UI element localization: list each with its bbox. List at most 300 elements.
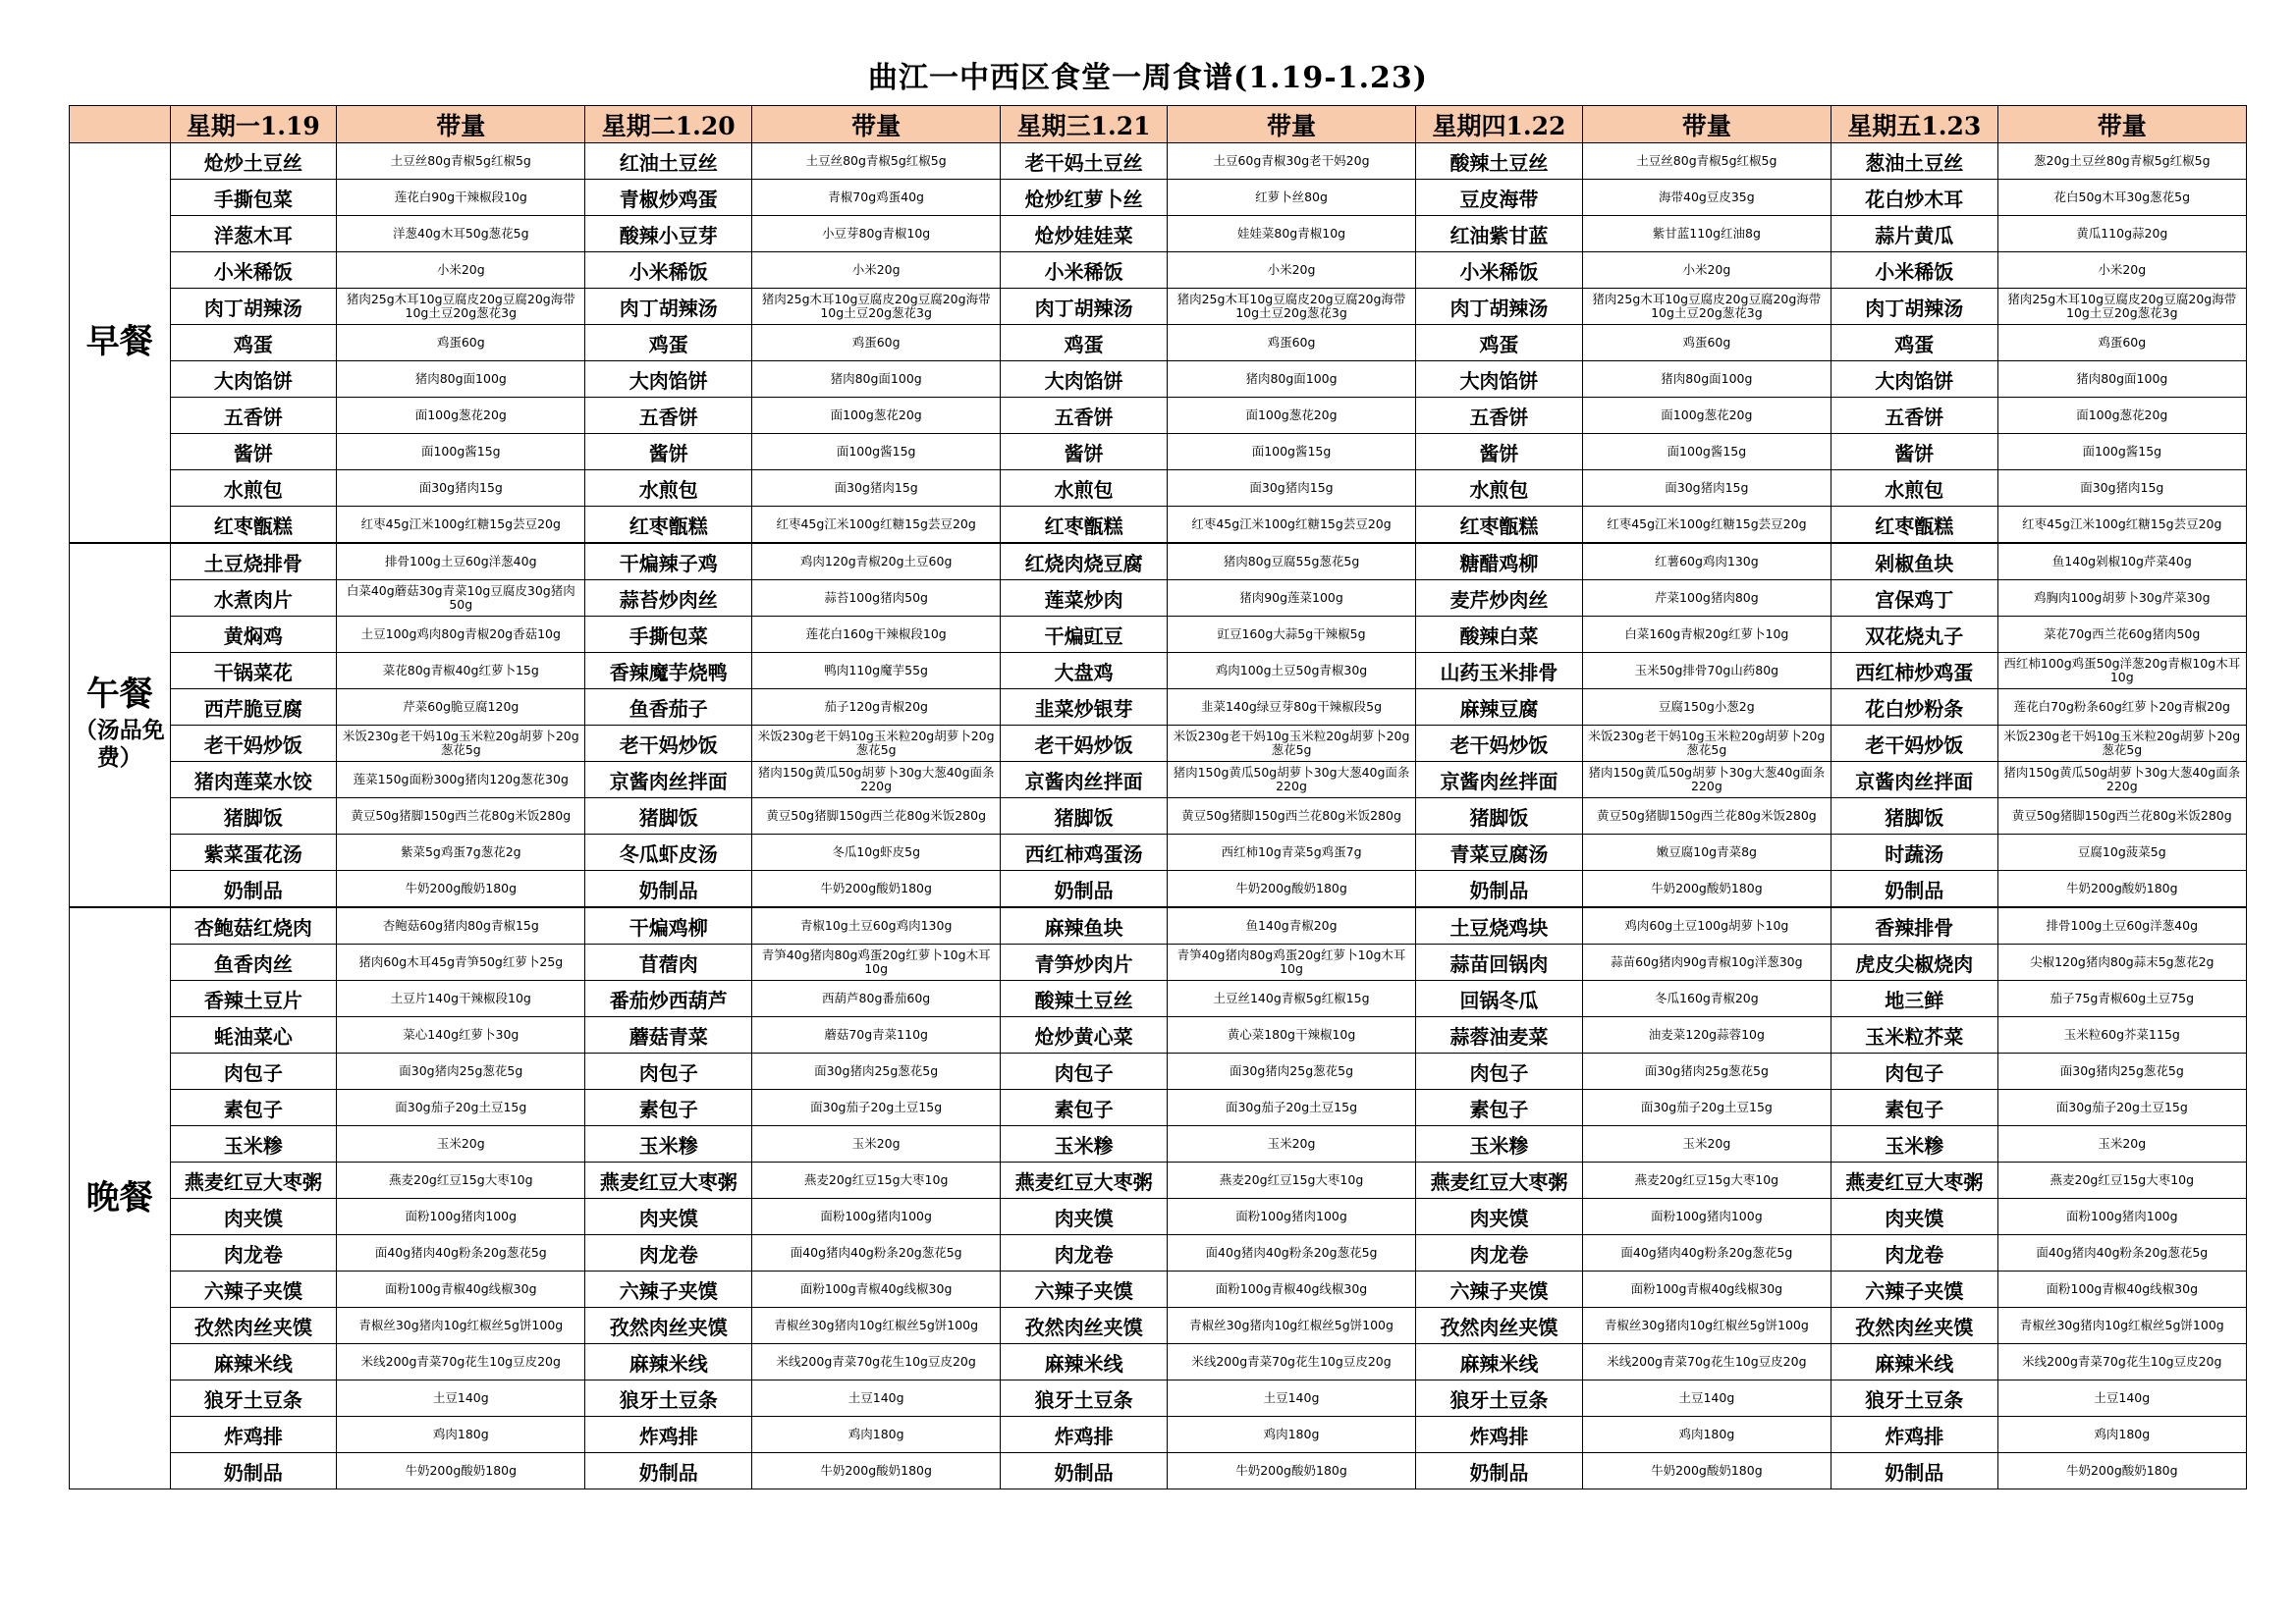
dish-quantity: 玉米20g <box>1167 1126 1415 1163</box>
dish-quantity: 面100g葱花20g <box>1997 398 2246 434</box>
dish-quantity: 米饭230g老干妈10g玉米粒20g胡萝卜20g葱花5g <box>1582 726 1831 762</box>
dish-name: 肉包子 <box>1416 1054 1583 1090</box>
dish-name: 小米稀饭 <box>585 252 752 289</box>
dish-quantity: 鸡肉180g <box>1167 1417 1415 1453</box>
dish-quantity: 面30g猪肉25g葱花5g <box>337 1054 585 1090</box>
dish-name: 蒜蓉油麦菜 <box>1416 1017 1583 1054</box>
dish-name: 麻辣豆腐 <box>1416 689 1583 726</box>
dish-quantity: 菜花80g青椒40g红萝卜15g <box>337 653 585 689</box>
dish-quantity: 土豆丝140g青椒5g红椒15g <box>1167 981 1415 1017</box>
dish-name: 炸鸡排 <box>170 1417 337 1453</box>
menu-row <box>70 1453 2247 1489</box>
menu-row <box>70 1054 2247 1090</box>
dish-name: 五香饼 <box>585 398 752 434</box>
dish-quantity: 小米20g <box>337 252 585 289</box>
dish-name: 红枣甑糕 <box>1001 507 1168 544</box>
dish-quantity: 猪肉25g木耳10g豆腐皮20g豆腐20g海带10g土豆20g葱花3g <box>337 289 585 325</box>
dish-quantity: 蒜苗60g猪肉90g青椒10g洋葱30g <box>1582 945 1831 981</box>
dish-quantity: 鸭肉110g魔芋55g <box>752 653 1001 689</box>
dish-name: 宫保鸡丁 <box>1831 580 1998 617</box>
day-header: 星期五1.23 <box>1831 106 1998 143</box>
dish-name: 奶制品 <box>170 1453 337 1489</box>
menu-row <box>70 1417 2247 1453</box>
dish-name: 肉包子 <box>1831 1054 1998 1090</box>
menu-row <box>70 434 2247 470</box>
dish-quantity: 猪肉25g木耳10g豆腐皮20g豆腐20g海带10g土豆20g葱花3g <box>1582 289 1831 325</box>
dish-quantity: 红枣45g江米100g红糖15g芸豆20g <box>337 507 585 544</box>
dish-name: 燕麦红豆大枣粥 <box>170 1163 337 1199</box>
dish-quantity: 青椒10g土豆60g鸡肉130g <box>752 907 1001 945</box>
dish-quantity: 土豆140g <box>752 1380 1001 1417</box>
menu-row <box>70 1199 2247 1235</box>
dish-name: 干锅菜花 <box>170 653 337 689</box>
dish-name: 炝炒娃娃菜 <box>1001 216 1168 252</box>
dish-quantity: 面粉100g青椒40g线椒30g <box>337 1272 585 1308</box>
dish-quantity: 油麦菜120g蒜蓉10g <box>1582 1017 1831 1054</box>
dish-name: 五香饼 <box>1001 398 1168 434</box>
dish-quantity: 蒜苔100g猪肉50g <box>752 580 1001 617</box>
dish-quantity: 豇豆160g大蒜5g干辣椒5g <box>1167 617 1415 653</box>
qty-header: 带量 <box>1582 106 1831 143</box>
menu-row <box>70 252 2247 289</box>
dish-quantity: 尖椒120g猪肉80g蒜末5g葱花2g <box>1997 945 2246 981</box>
dish-name: 老干妈炒饭 <box>1416 726 1583 762</box>
dish-quantity: 面40g猪肉40g粉条20g葱花5g <box>752 1235 1001 1272</box>
dish-name: 孜然肉丝夹馍 <box>170 1308 337 1344</box>
dish-quantity: 白菜40g蘑菇30g青菜10g豆腐皮30g猪肉50g <box>337 580 585 617</box>
dish-quantity: 芹菜60g脆豆腐120g <box>337 689 585 726</box>
dish-name: 地三鲜 <box>1831 981 1998 1017</box>
dish-name: 双花烧丸子 <box>1831 617 1998 653</box>
dish-name: 葱油土豆丝 <box>1831 143 1998 180</box>
dish-name: 蒜苔炒肉丝 <box>585 580 752 617</box>
dish-quantity: 面40g猪肉40g粉条20g葱花5g <box>1582 1235 1831 1272</box>
dish-name: 鸡蛋 <box>170 325 337 361</box>
dish-name: 肉夹馍 <box>1831 1199 1998 1235</box>
menu-row <box>70 1163 2247 1199</box>
dish-name: 肉龙卷 <box>1831 1235 1998 1272</box>
dish-name: 酱饼 <box>1416 434 1583 470</box>
dish-quantity: 韭菜140g绿豆芽80g干辣椒段5g <box>1167 689 1415 726</box>
dish-quantity: 面100g酱15g <box>1167 434 1415 470</box>
dish-name: 小米稀饭 <box>1831 252 1998 289</box>
dish-name: 六辣子夹馍 <box>585 1272 752 1308</box>
page-title: 曲江一中西区食堂一周食谱(1.19-1.23) <box>868 61 1428 95</box>
dish-quantity: 猪肉25g木耳10g豆腐皮20g豆腐20g海带10g土豆20g葱花3g <box>1997 289 2246 325</box>
dish-quantity: 杏鲍菇60g猪肉80g青椒15g <box>337 907 585 945</box>
dish-name: 鸡蛋 <box>1831 325 1998 361</box>
dish-name: 蒜苗回锅肉 <box>1416 945 1583 981</box>
dish-name: 土豆烧排骨 <box>170 543 337 580</box>
dish-name: 红枣甑糕 <box>1416 507 1583 544</box>
dish-name: 手撕包菜 <box>170 180 337 216</box>
dish-quantity: 燕麦20g红豆15g大枣10g <box>337 1163 585 1199</box>
dish-name: 狼牙土豆条 <box>1001 1380 1168 1417</box>
dish-name: 土豆烧鸡块 <box>1416 907 1583 945</box>
dish-name: 炸鸡排 <box>1416 1417 1583 1453</box>
dish-quantity: 黄豆50g猪脚150g西兰花80g米饭280g <box>1167 798 1415 835</box>
dish-quantity: 鸡蛋60g <box>752 325 1001 361</box>
dish-name: 麻辣米线 <box>1831 1344 1998 1380</box>
meal-note: （汤品免费） <box>74 716 165 772</box>
menu-row <box>70 543 2247 580</box>
dish-name: 六辣子夹馍 <box>1831 1272 1998 1308</box>
dish-quantity: 青椒丝30g猪肉10g红椒丝5g饼100g <box>337 1308 585 1344</box>
dish-quantity: 红薯60g鸡肉130g <box>1582 543 1831 580</box>
dish-name: 奶制品 <box>1416 1453 1583 1489</box>
dish-quantity: 排骨100g土豆60g洋葱40g <box>1997 907 2246 945</box>
dish-quantity: 黄瓜110g蒜20g <box>1997 216 2246 252</box>
menu-row <box>70 289 2247 325</box>
menu-row <box>70 945 2247 981</box>
dish-quantity: 猪肉150g黄瓜50g胡萝卜30g大葱40g面条220g <box>752 762 1001 798</box>
dish-name: 水煎包 <box>170 470 337 507</box>
dish-quantity: 菜花70g西兰花60g猪肉50g <box>1997 617 2246 653</box>
dish-quantity: 红萝卜丝80g <box>1167 180 1415 216</box>
dish-name: 肉夹馍 <box>585 1199 752 1235</box>
dish-name: 红油土豆丝 <box>585 143 752 180</box>
dish-quantity: 玉米20g <box>1582 1126 1831 1163</box>
dish-name: 孜然肉丝夹馍 <box>585 1308 752 1344</box>
dish-name: 京酱肉丝拌面 <box>585 762 752 798</box>
dish-quantity: 鸡肉100g土豆50g青椒30g <box>1167 653 1415 689</box>
dish-name: 山药玉米排骨 <box>1416 653 1583 689</box>
dish-name: 炝炒黄心菜 <box>1001 1017 1168 1054</box>
dish-name: 奶制品 <box>1001 1453 1168 1489</box>
dish-quantity: 土豆片140g干辣椒段10g <box>337 981 585 1017</box>
dish-name: 虎皮尖椒烧肉 <box>1831 945 1998 981</box>
dish-name: 小米稀饭 <box>1001 252 1168 289</box>
dish-name: 狼牙土豆条 <box>1416 1380 1583 1417</box>
dish-name: 剁椒鱼块 <box>1831 543 1998 580</box>
dish-quantity: 莲花白90g干辣椒段10g <box>337 180 585 216</box>
dish-name: 麻辣鱼块 <box>1001 907 1168 945</box>
dish-name: 鱼香肉丝 <box>170 945 337 981</box>
dish-name: 麻辣米线 <box>170 1344 337 1380</box>
day-header: 星期三1.21 <box>1001 106 1168 143</box>
dish-quantity: 嫩豆腐10g青菜8g <box>1582 835 1831 871</box>
dish-name: 老干妈炒饭 <box>1001 726 1168 762</box>
dish-quantity: 土豆140g <box>337 1380 585 1417</box>
dish-name: 酱饼 <box>170 434 337 470</box>
dish-quantity: 面100g葱花20g <box>1582 398 1831 434</box>
dish-name: 水煎包 <box>1001 470 1168 507</box>
dish-quantity: 面30g茄子20g土豆15g <box>1997 1090 2246 1126</box>
dish-name: 小米稀饭 <box>170 252 337 289</box>
dish-name: 五香饼 <box>1831 398 1998 434</box>
dish-name: 玉米糁 <box>1831 1126 1998 1163</box>
dish-name: 手撕包菜 <box>585 617 752 653</box>
dish-quantity: 牛奶200g酸奶180g <box>1582 871 1831 908</box>
dish-quantity: 菜心140g红萝卜30g <box>337 1017 585 1054</box>
dish-quantity: 鸡肉180g <box>1997 1417 2246 1453</box>
dish-name: 奶制品 <box>170 871 337 908</box>
dish-name: 五香饼 <box>170 398 337 434</box>
dish-quantity: 鱼140g青椒20g <box>1167 907 1415 945</box>
dish-name: 玉米糁 <box>1416 1126 1583 1163</box>
dish-name: 肉包子 <box>1001 1054 1168 1090</box>
dish-name: 韭菜炒银芽 <box>1001 689 1168 726</box>
dish-quantity: 面100g酱15g <box>1997 434 2246 470</box>
dish-quantity: 燕麦20g红豆15g大枣10g <box>1997 1163 2246 1199</box>
dish-quantity: 鸡蛋60g <box>1997 325 2246 361</box>
dish-quantity: 小豆芽80g青椒10g <box>752 216 1001 252</box>
dish-quantity: 牛奶200g酸奶180g <box>337 871 585 908</box>
menu-row <box>70 762 2247 798</box>
qty-header: 带量 <box>1167 106 1415 143</box>
dish-quantity: 娃娃菜80g青椒10g <box>1167 216 1415 252</box>
dish-quantity: 面30g茄子20g土豆15g <box>752 1090 1001 1126</box>
dish-name: 麻辣米线 <box>1001 1344 1168 1380</box>
dish-quantity: 鸡蛋60g <box>1582 325 1831 361</box>
dish-name: 肉丁胡辣汤 <box>1001 289 1168 325</box>
dish-quantity: 面40g猪肉40g粉条20g葱花5g <box>1167 1235 1415 1272</box>
dish-name: 莲菜炒肉 <box>1001 580 1168 617</box>
menu-row <box>70 143 2247 180</box>
dish-name: 猪肉莲菜水饺 <box>170 762 337 798</box>
dish-name: 狼牙土豆条 <box>170 1380 337 1417</box>
dish-name: 香辣魔芋烧鸭 <box>585 653 752 689</box>
dish-name: 素包子 <box>1001 1090 1168 1126</box>
dish-name: 大肉馅饼 <box>170 361 337 398</box>
menu-row <box>70 835 2247 871</box>
dish-name: 肉包子 <box>170 1054 337 1090</box>
dish-quantity: 西红柿10g青菜5g鸡蛋7g <box>1167 835 1415 871</box>
meal-label-cell <box>70 543 171 907</box>
dish-quantity: 猪肉60g木耳45g青笋50g红萝卜25g <box>337 945 585 981</box>
dish-quantity: 猪肉80g面100g <box>1582 361 1831 398</box>
weekly-menu-table <box>69 105 2247 1489</box>
dish-name: 素包子 <box>170 1090 337 1126</box>
dish-name: 西红柿鸡蛋汤 <box>1001 835 1168 871</box>
dish-name: 玉米糁 <box>585 1126 752 1163</box>
dish-name: 猪脚饭 <box>1831 798 1998 835</box>
menu-row <box>70 1272 2247 1308</box>
dish-name: 水煎包 <box>1416 470 1583 507</box>
dish-quantity: 米线200g青菜70g花生10g豆皮20g <box>1582 1344 1831 1380</box>
dish-name: 大肉馅饼 <box>1416 361 1583 398</box>
dish-quantity: 面30g猪肉15g <box>1997 470 2246 507</box>
dish-quantity: 鸡肉180g <box>1582 1417 1831 1453</box>
dish-quantity: 猪肉80g豆腐55g葱花5g <box>1167 543 1415 580</box>
dish-name: 鸡蛋 <box>1416 325 1583 361</box>
dish-quantity: 莲花白160g干辣椒段10g <box>752 617 1001 653</box>
dish-quantity: 面30g猪肉25g葱花5g <box>1582 1054 1831 1090</box>
dish-quantity: 面粉100g青椒40g线椒30g <box>1582 1272 1831 1308</box>
dish-name: 奶制品 <box>1831 871 1998 908</box>
dish-name: 素包子 <box>585 1090 752 1126</box>
dish-quantity: 土豆丝80g青椒5g红椒5g <box>752 143 1001 180</box>
dish-name: 玉米粒芥菜 <box>1831 1017 1998 1054</box>
dish-name: 蚝油菜心 <box>170 1017 337 1054</box>
dish-quantity: 豆腐10g菠菜5g <box>1997 835 2246 871</box>
dish-quantity: 面30g猪肉25g葱花5g <box>752 1054 1001 1090</box>
dish-quantity: 鸡蛋60g <box>1167 325 1415 361</box>
dish-quantity: 土豆60g青椒30g老干妈20g <box>1167 143 1415 180</box>
dish-name: 豆皮海带 <box>1416 180 1583 216</box>
dish-quantity: 西红柿100g鸡蛋50g洋葱20g青椒10g木耳10g <box>1997 653 2246 689</box>
dish-quantity: 玉米50g排骨70g山药80g <box>1582 653 1831 689</box>
dish-quantity: 米线200g青菜70g花生10g豆皮20g <box>337 1344 585 1380</box>
dish-quantity: 面30g猪肉15g <box>1167 470 1415 507</box>
dish-quantity: 猪肉150g黄瓜50g胡萝卜30g大葱40g面条220g <box>1997 762 2246 798</box>
dish-name: 大肉馅饼 <box>1831 361 1998 398</box>
dish-quantity: 面30g猪肉25g葱花5g <box>1167 1054 1415 1090</box>
dish-name: 时蔬汤 <box>1831 835 1998 871</box>
dish-name: 苜蓿肉 <box>585 945 752 981</box>
meal-name: 早餐 <box>85 322 153 362</box>
dish-quantity: 芹菜100g猪肉80g <box>1582 580 1831 617</box>
day-header: 星期一1.19 <box>170 106 337 143</box>
dish-name: 奶制品 <box>1416 871 1583 908</box>
dish-name: 酸辣白菜 <box>1416 617 1583 653</box>
menu-row <box>70 689 2247 726</box>
dish-quantity: 茄子120g青椒20g <box>752 689 1001 726</box>
dish-name: 酸辣小豆芽 <box>585 216 752 252</box>
dish-quantity: 牛奶200g酸奶180g <box>752 871 1001 908</box>
dish-name: 红烧肉烧豆腐 <box>1001 543 1168 580</box>
dish-name: 猪脚饭 <box>1416 798 1583 835</box>
dish-name: 素包子 <box>1831 1090 1998 1126</box>
dish-quantity: 面30g猪肉15g <box>337 470 585 507</box>
dish-name: 杏鲍菇红烧肉 <box>170 907 337 945</box>
dish-quantity: 海带40g豆皮35g <box>1582 180 1831 216</box>
dish-name: 肉夹馍 <box>170 1199 337 1235</box>
dish-name: 京酱肉丝拌面 <box>1416 762 1583 798</box>
dish-name: 水煮肉片 <box>170 580 337 617</box>
dish-name: 炝炒红萝卜丝 <box>1001 180 1168 216</box>
menu-row <box>70 1380 2247 1417</box>
dish-quantity: 鸡蛋60g <box>337 325 585 361</box>
dish-quantity: 面粉100g青椒40g线椒30g <box>1167 1272 1415 1308</box>
dish-quantity: 猪肉150g黄瓜50g胡萝卜30g大葱40g面条220g <box>1582 762 1831 798</box>
corner-cell <box>70 106 171 143</box>
dish-name: 青笋炒肉片 <box>1001 945 1168 981</box>
dish-quantity: 土豆丝80g青椒5g红椒5g <box>1582 143 1831 180</box>
dish-name: 肉丁胡辣汤 <box>585 289 752 325</box>
dish-name: 大盘鸡 <box>1001 653 1168 689</box>
dish-name: 小米稀饭 <box>1416 252 1583 289</box>
dish-quantity: 莲花白70g粉条60g红萝卜20g青椒20g <box>1997 689 2246 726</box>
dish-quantity: 猪肉80g面100g <box>1167 361 1415 398</box>
dish-name: 麻辣米线 <box>585 1344 752 1380</box>
dish-name: 奶制品 <box>585 1453 752 1489</box>
dish-quantity: 米线200g青菜70g花生10g豆皮20g <box>1167 1344 1415 1380</box>
dish-quantity: 土豆丝80g青椒5g红椒5g <box>337 143 585 180</box>
dish-quantity: 红枣45g江米100g红糖15g芸豆20g <box>1997 507 2246 544</box>
dish-name: 红油紫甘蓝 <box>1416 216 1583 252</box>
dish-name: 洋葱木耳 <box>170 216 337 252</box>
dish-quantity: 玉米20g <box>337 1126 585 1163</box>
dish-quantity: 黄豆50g猪脚150g西兰花80g米饭280g <box>337 798 585 835</box>
dish-name: 老干妈土豆丝 <box>1001 143 1168 180</box>
dish-name: 燕麦红豆大枣粥 <box>1416 1163 1583 1199</box>
dish-quantity: 猪肉80g面100g <box>337 361 585 398</box>
dish-name: 水煎包 <box>585 470 752 507</box>
dish-name: 西芹脆豆腐 <box>170 689 337 726</box>
dish-name: 肉龙卷 <box>585 1235 752 1272</box>
dish-quantity: 牛奶200g酸奶180g <box>1997 871 2246 908</box>
dish-quantity: 牛奶200g酸奶180g <box>337 1453 585 1489</box>
dish-quantity: 猪肉80g面100g <box>752 361 1001 398</box>
dish-quantity: 牛奶200g酸奶180g <box>1997 1453 2246 1489</box>
dish-quantity: 花白50g木耳30g葱花5g <box>1997 180 2246 216</box>
dish-quantity: 玉米20g <box>1997 1126 2246 1163</box>
dish-name: 蒜片黄瓜 <box>1831 216 1998 252</box>
dish-name: 六辣子夹馍 <box>1001 1272 1168 1308</box>
dish-name: 干煸豇豆 <box>1001 617 1168 653</box>
dish-quantity: 黄心菜180g干辣椒10g <box>1167 1017 1415 1054</box>
dish-name: 狼牙土豆条 <box>585 1380 752 1417</box>
dish-quantity: 米饭230g老干妈10g玉米粒20g胡萝卜20g葱花5g <box>1997 726 2246 762</box>
dish-quantity: 青笋40g猪肉80g鸡蛋20g红萝卜10g木耳10g <box>752 945 1001 981</box>
dish-name: 紫菜蛋花汤 <box>170 835 337 871</box>
dish-quantity: 小米20g <box>1167 252 1415 289</box>
dish-quantity: 面30g猪肉15g <box>1582 470 1831 507</box>
meal-label-cell <box>70 907 171 1489</box>
dish-name: 干煸鸡柳 <box>585 907 752 945</box>
dish-quantity: 紫菜5g鸡蛋7g葱花2g <box>337 835 585 871</box>
dish-name: 红枣甑糕 <box>585 507 752 544</box>
dish-name: 冬瓜虾皮汤 <box>585 835 752 871</box>
dish-name: 水煎包 <box>1831 470 1998 507</box>
dish-name: 酱饼 <box>585 434 752 470</box>
meal-name: 晚餐 <box>85 1177 153 1218</box>
dish-quantity: 鱼140g剁椒10g芹菜40g <box>1997 543 2246 580</box>
dish-quantity: 牛奶200g酸奶180g <box>752 1453 1001 1489</box>
dish-quantity: 土豆100g鸡肉80g青椒20g香菇10g <box>337 617 585 653</box>
dish-name: 青菜豆腐汤 <box>1416 835 1583 871</box>
dish-name: 酱饼 <box>1831 434 1998 470</box>
dish-quantity: 葱20g土豆丝80g青椒5g红椒5g <box>1997 143 2246 180</box>
meal-name: 午餐 <box>85 674 153 714</box>
dish-name: 肉丁胡辣汤 <box>1416 289 1583 325</box>
dish-name: 老干妈炒饭 <box>170 726 337 762</box>
day-header: 星期二1.20 <box>585 106 752 143</box>
dish-name: 炝炒土豆丝 <box>170 143 337 180</box>
dish-quantity: 紫甘蓝110g红油8g <box>1582 216 1831 252</box>
dish-quantity: 小米20g <box>752 252 1001 289</box>
dish-quantity: 冬瓜160g青椒20g <box>1582 981 1831 1017</box>
menu-row <box>70 361 2247 398</box>
dish-quantity: 茄子75g青椒60g土豆75g <box>1997 981 2246 1017</box>
dish-name: 猪脚饭 <box>585 798 752 835</box>
dish-quantity: 燕麦20g红豆15g大枣10g <box>1167 1163 1415 1199</box>
dish-quantity: 面粉100g青椒40g线椒30g <box>752 1272 1001 1308</box>
dish-quantity: 米饭230g老干妈10g玉米粒20g胡萝卜20g葱花5g <box>752 726 1001 762</box>
dish-quantity: 米饭230g老干妈10g玉米粒20g胡萝卜20g葱花5g <box>337 726 585 762</box>
dish-quantity: 面粉100g猪肉100g <box>752 1199 1001 1235</box>
dish-name: 京酱肉丝拌面 <box>1831 762 1998 798</box>
dish-quantity: 青椒丝30g猪肉10g红椒丝5g饼100g <box>1582 1308 1831 1344</box>
dish-name: 红枣甑糕 <box>1831 507 1998 544</box>
dish-name: 燕麦红豆大枣粥 <box>1001 1163 1168 1199</box>
dish-name: 花白炒木耳 <box>1831 180 1998 216</box>
menu-row <box>70 1235 2247 1272</box>
dish-quantity: 白菜160g青椒20g红萝卜10g <box>1582 617 1831 653</box>
dish-name: 燕麦红豆大枣粥 <box>585 1163 752 1199</box>
dish-quantity: 猪肉150g黄瓜50g胡萝卜30g大葱40g面条220g <box>1167 762 1415 798</box>
dish-name: 肉丁胡辣汤 <box>1831 289 1998 325</box>
dish-name: 西红柿炒鸡蛋 <box>1831 653 1998 689</box>
dish-quantity: 面100g葱花20g <box>337 398 585 434</box>
meal-label-cell <box>70 143 171 544</box>
dish-name: 奶制品 <box>1831 1453 1998 1489</box>
dish-name: 燕麦红豆大枣粥 <box>1831 1163 1998 1199</box>
dish-quantity: 面30g猪肉25g葱花5g <box>1997 1054 2246 1090</box>
dish-quantity: 鸡肉60g土豆100g胡萝卜10g <box>1582 907 1831 945</box>
dish-name: 糖醋鸡柳 <box>1416 543 1583 580</box>
